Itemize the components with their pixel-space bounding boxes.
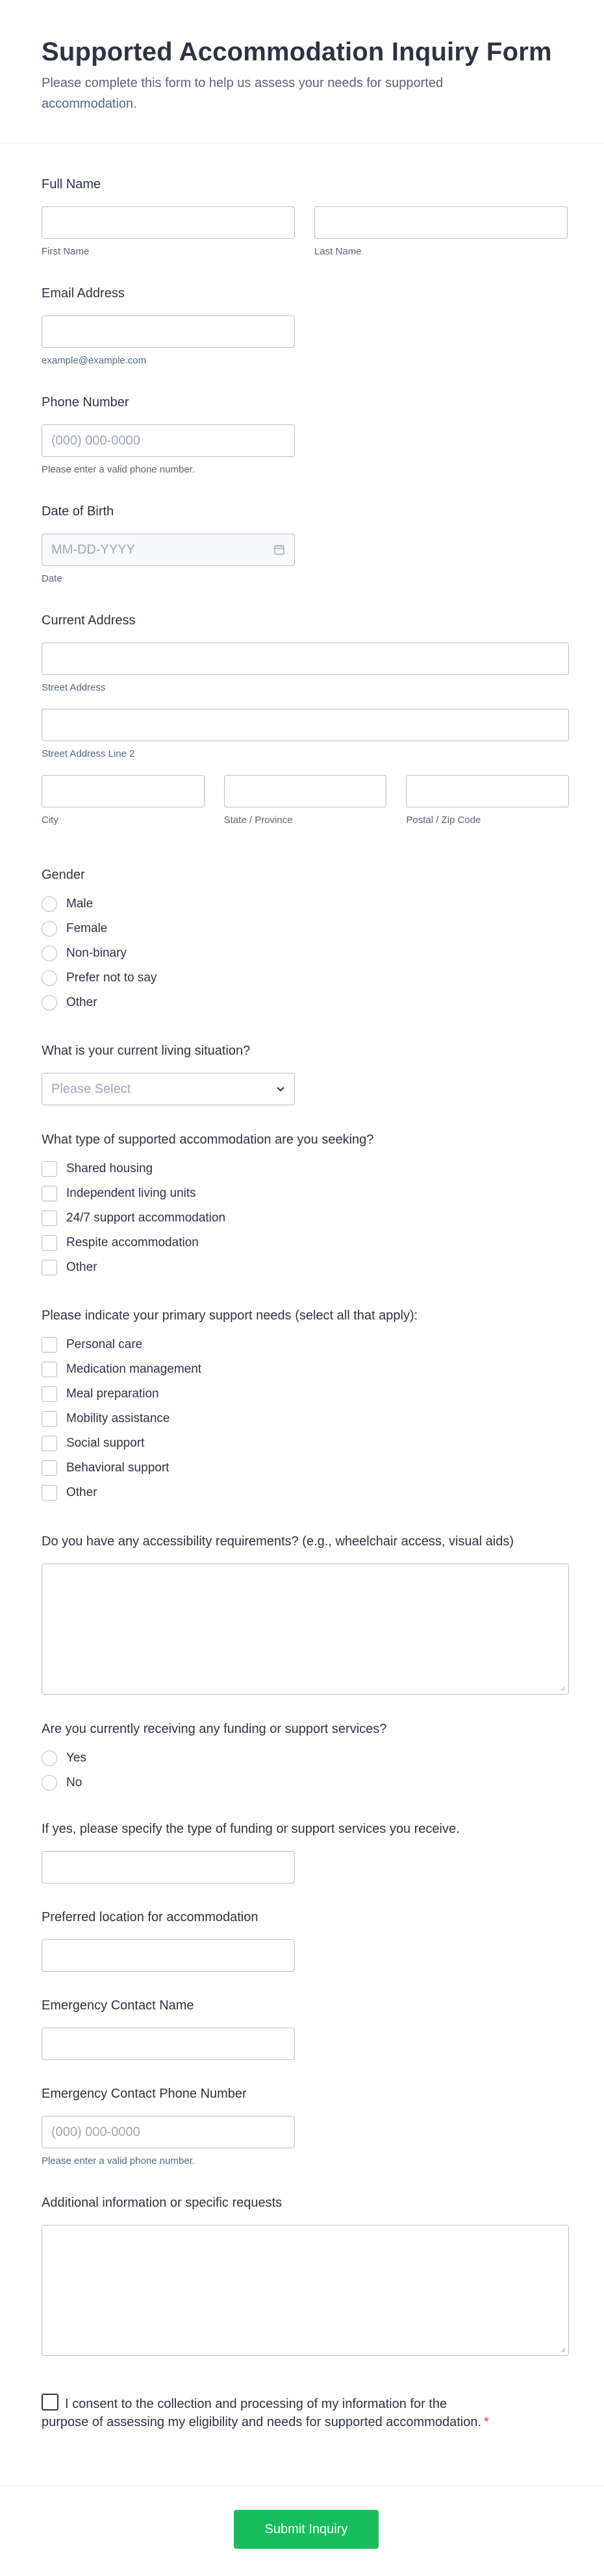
gender-field <box>42 866 366 1015</box>
option-label: No <box>66 1776 82 1789</box>
emergency-phone-label: Emergency Contact Phone Number <box>42 2087 247 2101</box>
accommodation-option-respite[interactable] <box>42 1231 569 1255</box>
support-option-other[interactable] <box>42 1480 569 1505</box>
option-label: 24/7 support accommodation <box>66 1211 226 1225</box>
option-label: Mobility assistance <box>66 1412 170 1425</box>
option-label: Other <box>66 1260 97 1274</box>
last-name-input[interactable] <box>314 206 568 239</box>
checkbox[interactable] <box>42 1210 57 1226</box>
email-field <box>42 284 295 367</box>
funding-option-no[interactable] <box>42 1771 569 1795</box>
radio-button[interactable] <box>42 1775 57 1791</box>
page-description: Please complete this form to help us assess your needs for supported accommodation. <box>42 76 444 111</box>
radio-button[interactable] <box>42 896 57 912</box>
emergency-phone-field <box>42 2085 295 2168</box>
funding-field <box>42 1720 569 1795</box>
city-input[interactable] <box>42 775 205 807</box>
additional-info-textarea[interactable] <box>42 2225 569 2356</box>
accommodation-option-other[interactable] <box>42 1255 569 1280</box>
gender-label: Gender <box>42 868 85 882</box>
full-name-label: Full Name <box>42 177 101 191</box>
living-situation-label: What is your current living situation? <box>42 1044 251 1058</box>
consent-checkbox[interactable] <box>42 2394 58 2410</box>
accommodation-option-independent-living[interactable] <box>42 1181 569 1206</box>
email-sublabel: example@example.com <box>42 355 147 366</box>
option-label: Non-binary <box>66 946 127 960</box>
radio-button[interactable] <box>42 921 57 937</box>
checkbox[interactable] <box>42 1235 57 1251</box>
option-label: Respite accommodation <box>66 1236 199 1249</box>
checkbox[interactable] <box>42 1362 57 1377</box>
radio-button[interactable] <box>42 946 57 961</box>
state-sublabel: State / Province <box>223 815 293 826</box>
address-field <box>42 611 569 827</box>
first-name-sublabel: First Name <box>42 246 90 257</box>
location-field <box>42 1908 295 1972</box>
living-situation-select[interactable] <box>42 1073 295 1105</box>
option-label: Other <box>66 996 97 1009</box>
accessibility-textarea[interactable] <box>42 1564 569 1695</box>
support-needs-field <box>42 1306 569 1505</box>
funding-option-yes[interactable] <box>42 1746 569 1771</box>
radio-button[interactable] <box>42 970 57 986</box>
chevron-down-icon <box>276 1085 285 1094</box>
first-name-input[interactable] <box>42 206 295 239</box>
emergency-name-label: Emergency Contact Name <box>42 1998 194 2013</box>
dob-label: Date of Birth <box>42 504 114 519</box>
living-situation-field <box>42 1042 295 1105</box>
full-name-field <box>42 175 569 258</box>
location-label: Preferred location for accommodation <box>42 1910 258 1924</box>
dob-input[interactable] <box>42 534 295 566</box>
street-address-line2-input[interactable] <box>42 709 569 741</box>
checkbox[interactable] <box>42 1186 57 1201</box>
accommodation-option-shared-housing[interactable] <box>42 1157 569 1181</box>
dob-placeholder: MM-DD-YYYY <box>51 542 135 557</box>
option-label: Yes <box>66 1751 86 1765</box>
support-needs-options <box>42 1332 569 1505</box>
gender-options <box>42 892 366 1015</box>
state-input[interactable] <box>224 775 387 807</box>
gender-option-female[interactable] <box>42 916 366 941</box>
support-option-personal-care[interactable] <box>42 1332 569 1357</box>
emergency-phone-sublabel: Please enter a valid phone number. <box>42 2155 195 2166</box>
accessibility-label: Do you have any accessibility requirements? (e.g., wheelchair access, visual aids) <box>42 1534 514 1549</box>
option-label: Prefer not to say <box>66 971 157 985</box>
checkbox[interactable] <box>42 1460 57 1476</box>
additional-info-label: Additional information or specific requests <box>42 2196 283 2210</box>
emergency-name-input[interactable] <box>42 2028 295 2060</box>
emergency-name-field <box>42 1996 295 2060</box>
dob-field <box>42 502 295 585</box>
support-option-social[interactable] <box>42 1431 569 1456</box>
support-option-meal-preparation[interactable] <box>42 1382 569 1406</box>
checkbox[interactable] <box>42 1161 57 1177</box>
funding-options <box>42 1746 569 1795</box>
gender-option-other[interactable] <box>42 990 366 1015</box>
checkbox[interactable] <box>42 1485 57 1501</box>
email-input[interactable] <box>42 315 295 348</box>
street-address-line2-sublabel: Street Address Line 2 <box>42 748 135 759</box>
last-name-sublabel: Last Name <box>314 246 362 257</box>
option-label: Male <box>66 897 94 911</box>
support-option-mobility[interactable] <box>42 1406 569 1431</box>
checkbox[interactable] <box>42 1436 57 1451</box>
consent-text: I consent to the collection and processing of my information for the purpose of assessing my eligibility and needs for supported accommodation. <box>42 2397 482 2429</box>
support-needs-label: Please indicate your primary support needs (select all that apply): <box>42 1308 418 1323</box>
calendar-icon[interactable] <box>273 544 285 556</box>
form-footer <box>0 2486 604 2576</box>
checkbox[interactable] <box>42 1337 57 1353</box>
option-label: Personal care <box>66 1338 143 1351</box>
form-header <box>0 0 604 143</box>
postal-sublabel: Postal / Zip Code <box>406 815 481 826</box>
phone-sublabel: Please enter a valid phone number. <box>42 464 195 475</box>
accommodation-type-options <box>42 1157 569 1280</box>
dob-sublabel: Date <box>42 573 62 584</box>
checkbox[interactable] <box>42 1411 57 1427</box>
required-asterisk: * <box>484 2415 489 2429</box>
gender-option-non-binary[interactable] <box>42 941 366 966</box>
phone-input[interactable]: (000) 000-0000 <box>42 424 295 457</box>
accommodation-option-24-7-support[interactable] <box>42 1206 569 1231</box>
option-label: Shared housing <box>66 1162 153 1175</box>
gender-option-male[interactable] <box>42 892 366 916</box>
accessibility-field <box>42 1532 569 1695</box>
checkbox[interactable] <box>42 1386 57 1402</box>
submit-button[interactable]: Submit Inquiry <box>234 2510 379 2549</box>
radio-button[interactable] <box>42 995 57 1011</box>
option-label: Meal preparation <box>66 1387 159 1401</box>
phone-label: Phone Number <box>42 395 129 410</box>
postal-input[interactable] <box>406 775 569 807</box>
option-label: Other <box>66 1486 97 1499</box>
city-sublabel: City <box>42 815 58 826</box>
select-placeholder: Please Select <box>51 1081 131 1096</box>
resize-grip-icon[interactable] <box>559 2346 566 2353</box>
accommodation-type-field <box>42 1131 569 1280</box>
checkbox[interactable] <box>42 1260 57 1275</box>
gender-option-prefer-not-to-say[interactable] <box>42 966 366 990</box>
funding-label: Are you currently receiving any funding or support services? <box>42 1722 387 1736</box>
phone-field <box>42 393 295 476</box>
option-label: Female <box>66 922 108 935</box>
option-label: Social support <box>66 1436 145 1450</box>
accommodation-type-label: What type of supported accommodation are you seeking? <box>42 1133 374 1147</box>
address-label: Current Address <box>42 613 136 628</box>
funding-type-input[interactable] <box>42 1851 295 1883</box>
additional-info-field <box>42 2194 569 2356</box>
option-label: Behavioral support <box>66 1461 170 1475</box>
emergency-phone-input[interactable]: (000) 000-0000 <box>42 2116 295 2148</box>
support-option-behavioral[interactable] <box>42 1456 569 1480</box>
location-input[interactable] <box>42 1939 295 1972</box>
funding-type-field <box>42 1820 569 1883</box>
resize-grip-icon[interactable] <box>559 1685 566 1691</box>
support-option-medication[interactable] <box>42 1357 569 1382</box>
consent-field <box>42 2394 496 2431</box>
email-label: Email Address <box>42 286 125 301</box>
option-label: Medication management <box>66 1362 202 1376</box>
street-address-input[interactable] <box>42 643 569 675</box>
radio-button[interactable] <box>42 1750 57 1766</box>
funding-type-label: If yes, please specify the type of funding or support services you receive. <box>42 1822 460 1836</box>
page-title: Supported Accommodation Inquiry Form <box>42 38 552 66</box>
option-label: Independent living units <box>66 1186 196 1200</box>
street-address-sublabel: Street Address <box>42 682 106 693</box>
